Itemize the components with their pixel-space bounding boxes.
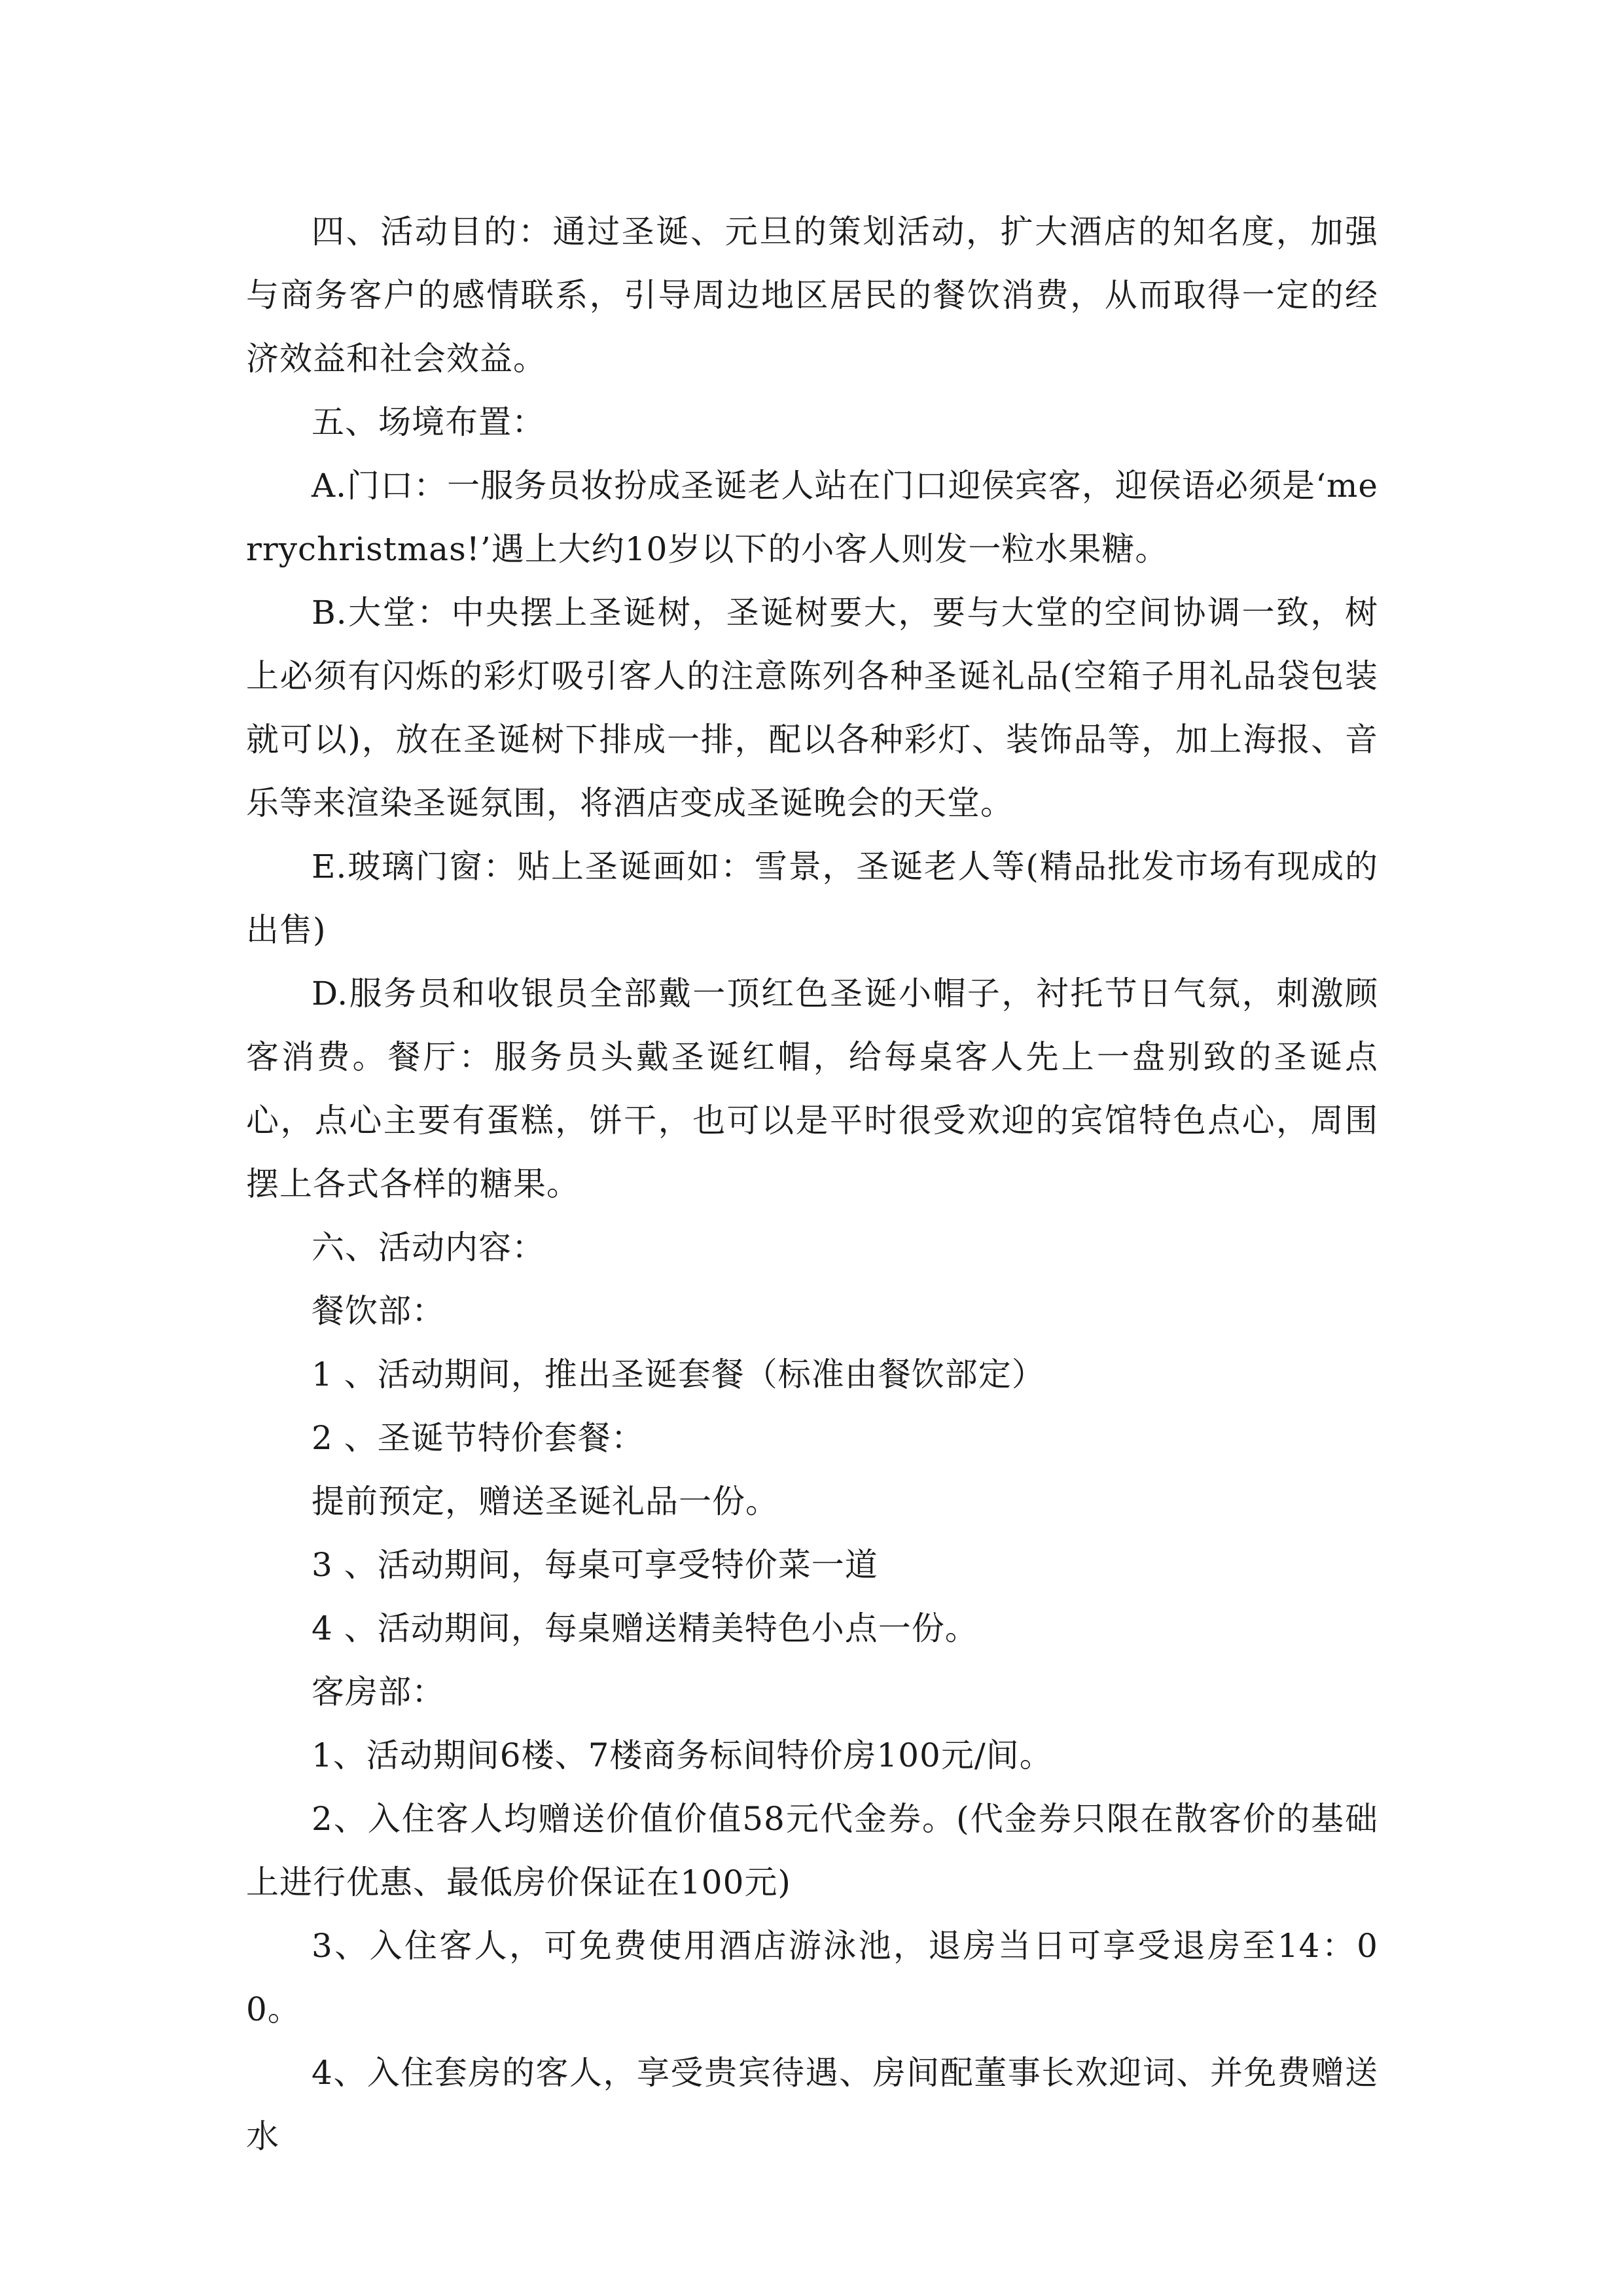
list-item: 4 、活动期间，每桌赠送精美特色小点一份。 [312,1609,978,1647]
list-item: 2、入住客人均赠送价值价值58元代金券。(代金券只限在散客价的基础上进行优惠、最低房价保证在100元) [246,1800,1378,1901]
document-body [246,200,1378,2168]
list-item: 4、入住套房的客人，享受贵宾待遇、房间配董事长欢迎词、并免费赠送水 [246,2054,1378,2155]
paragraph-lobby: B.大堂：中央摆上圣诞树，圣诞树要大，要与大堂的空间协调一致，树上必须有闪烁的彩灯吸引客人的注意陈列各种圣诞礼品(空箱子用礼品袋包装就可以)，放在圣诞树下排成一排，配以各种彩灯、装饰品等，加上海报、音乐等来渲染圣诞氛围，将酒店变成圣诞晚会的天堂。 [246,594,1378,822]
paragraph-glass-doors: E.玻璃门窗：贴上圣诞画如：雪景，圣诞老人等(精品批发市场有现成的出售) [246,848,1378,949]
paragraph-activity-purpose: 四、活动目的：通过圣诞、元旦的策划活动，扩大酒店的知名度，加强与商务客户的感情联系，引导周边地区居民的餐饮消费，从而取得一定的经济效益和社会效益。 [246,213,1378,378]
paragraph-staff-restaurant: D.服务员和收银员全部戴一顶红色圣诞小帽子，衬托节日气氛，刺激顾客消费。餐厅：服务员头戴圣诞红帽，给每桌客人先上一盘别致的圣诞点心，点心主要有蛋糕，饼干，也可以是平时很受欢迎的宾馆特色点心，周围摆上各式各样的糖果。 [246,975,1378,1203]
list-item: 1 、活动期间，推出圣诞套餐（标准由餐饮部定） [312,1355,1045,1393]
heading-catering-dept: 餐饮部： [312,1292,445,1330]
paragraph-entrance: A.门口：一服务员妆扮成圣诞老人站在门口迎侯宾客，迎侯语必须是‘merrychristmas!’遇上大约10岁以下的小客人则发一粒水果糖。 [246,467,1378,568]
list-item: 3、入住客人，可免费使用酒店游泳池，退房当日可享受退房至14：00。 [246,1927,1378,2028]
list-item: 2 、圣诞节特价套餐： [312,1419,645,1457]
list-item: 1、活动期间6楼、7楼商务标间特价房100元/间。 [312,1736,1053,1774]
heading-activity-content: 六、活动内容： [312,1229,545,1266]
paragraph-advance-booking: 提前预定，赠送圣诞礼品一份。 [312,1482,779,1520]
list-item: 3 、活动期间，每桌可享受特价菜一道 [312,1546,878,1584]
heading-rooms-dept: 客房部： [312,1673,445,1711]
heading-scene-layout: 五、场境布置： [312,403,545,441]
